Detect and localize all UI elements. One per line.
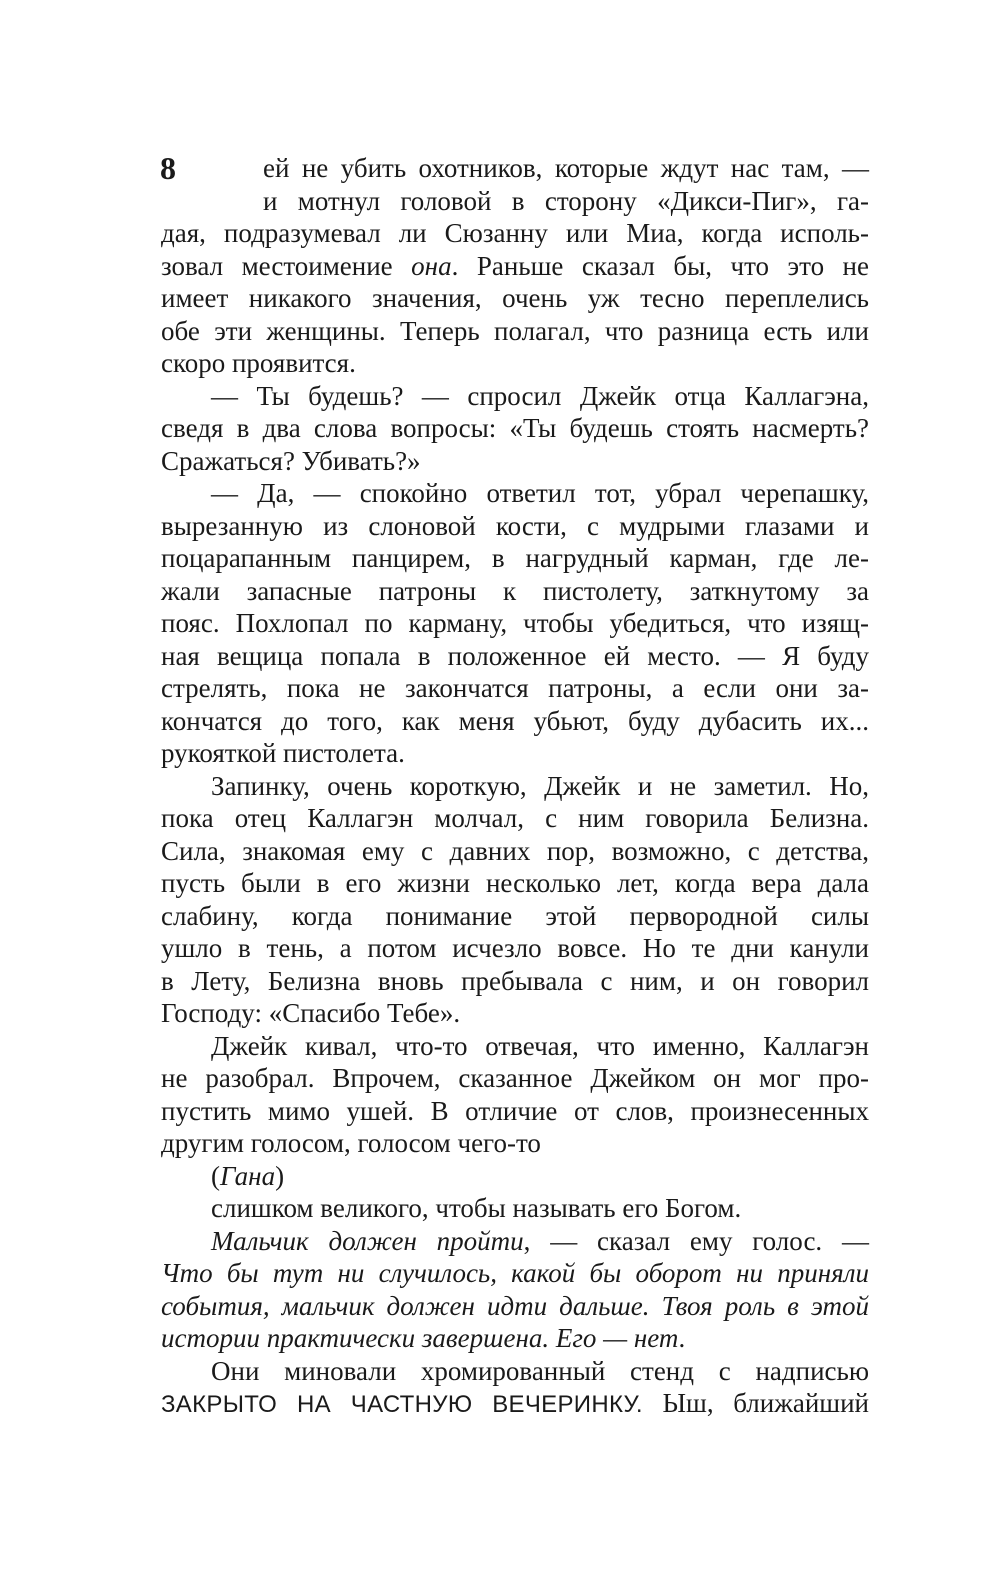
italic-text: Что бы тут ни случилось, какой бы оборот ни приняли — [161, 1258, 869, 1288]
text-line: Джейк кивал, что-то отвечая, что именно, Каллагэн — [211, 1030, 869, 1061]
text-line: истории практически завершена. Его — нет. — [161, 1323, 686, 1353]
text-line: Господу: «Спасибо Тебе». — [161, 998, 461, 1028]
text-line: в Лету, Белизна вновь пребывала с ним, и он говорил — [161, 965, 869, 996]
text-line: зовал местоимение она. Раньше сказал бы, что это не — [161, 250, 869, 281]
text-line: слабину, когда понимание этой первородной силы — [161, 900, 869, 931]
text-line: скоро проявится. — [161, 348, 356, 378]
text-line: ная вещица попала в положенное ей место. — Я буду — [161, 640, 869, 671]
text-line: вырезанную из слоновой кости, с мудрыми глазами и — [161, 510, 869, 541]
text-line: пустить мимо ушей. В отличие от слов, произнесенных — [161, 1095, 869, 1126]
text-line: ушло в тень, а потом исчезло вовсе. Но те дни канули — [161, 933, 869, 963]
text-line: пояс. Похлопал по карману, чтобы убедиться, что изящ- — [161, 608, 869, 638]
italic-word: Гана — [220, 1160, 276, 1191]
text-line: пока отец Каллагэн молчал, с ним говорила Белизна. — [161, 803, 869, 833]
italic-text: Мальчик должен пройти — [211, 1225, 524, 1256]
text-line: другим голосом, голосом чего-то — [161, 1128, 541, 1158]
text-line: ей не убить охотников, которые ждут нас там, — — [263, 153, 869, 183]
text-line: кончатся до того, как меня убьют, буду дубасить их... — [161, 705, 869, 736]
text-line: Запинку, очень короткую, Джейк и не заметил. Но, — [211, 770, 869, 801]
text-line: не разобрал. Впрочем, сказанное Джейком он мог про- — [161, 1063, 869, 1093]
text-line: — Да, — спокойно ответил тот, убрал черепашку, — [211, 478, 869, 508]
italic-text: истории практически завершена. Его — нет — [161, 1323, 679, 1353]
text-line: Мальчик должен пройти, — сказал ему голос. — — [211, 1225, 869, 1256]
text-line: ЗАКРЫТО НА ЧАСТНУЮ ВЕЧЕРИНКУ. Ыш, ближайший — [161, 1388, 869, 1418]
text-line: и мотнул головой в сторону «Дикси-Пиг», га- — [263, 185, 869, 216]
text-line: рукояткой пистолета. — [161, 738, 405, 768]
text-line: стрелять, пока не закончатся патроны, а если они за- — [161, 673, 869, 703]
text-line: — Ты будешь? — спросил Джейк отца Каллагэна, — [211, 380, 869, 411]
text-line: Сражаться? Убивать?» — [161, 445, 421, 476]
italic-text: события, мальчик должен идти дальше. Твоя роль в этой — [161, 1290, 869, 1321]
page-number: 8 — [160, 150, 176, 186]
text-line — [161, 1290, 869, 1323]
text-line: Сила, знакомая ему с давних пор, возможно, с детства, — [161, 835, 869, 866]
text-line: пусть были в его жизни несколько лет, когда вера дала — [161, 868, 869, 898]
text-line: имеет никакого значения, очень уж тесно переплелись — [161, 283, 869, 313]
text-line: поцарапанным панцирем, в нагрудный карман, где ле- — [161, 543, 869, 573]
text-line: слишком великого, чтобы называть его Богом. — [211, 1193, 742, 1223]
text-line: жали запасные патроны к пистолету, заткнутому за — [161, 575, 869, 606]
text-line: (Гана) — [211, 1160, 285, 1191]
text-line: Они миновали хромированный стенд с надписью — [211, 1355, 869, 1386]
sign-text: ЗАКРЫТО НА ЧАСТНУЮ ВЕЧЕРИНКУ. — [161, 1391, 643, 1418]
text-line: сведя в два слова вопросы: «Ты будешь стоять насмерть? — [161, 413, 869, 443]
body-text — [161, 152, 869, 1420]
text-line: дая, подразумевал ли Сюзанну или Миа, когда исполь- — [161, 218, 869, 248]
text-line: обе эти женщины. Теперь полагал, что разница есть или — [161, 315, 869, 346]
text-line — [161, 1257, 869, 1290]
italic-word: она — [411, 250, 452, 281]
